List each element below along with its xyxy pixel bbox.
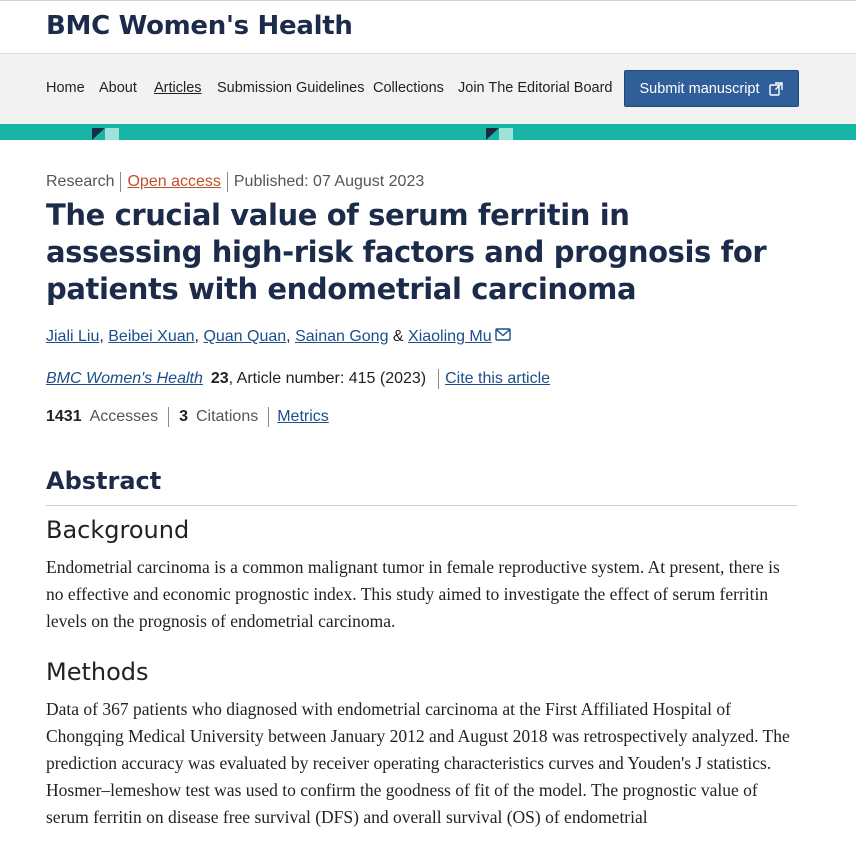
divider — [120, 172, 121, 192]
nav-item-about[interactable]: About — [99, 80, 137, 96]
accesses-count: 1431 — [46, 408, 82, 425]
published-date: Published: 07 August 2023 — [233, 173, 425, 190]
methods-text: Data of 367 patients who diagnosed with endometrial carcinoma at the First Affiliated Hospital of Chongqing Medical University between January 2012 and August 2018 was retrospectively analyzed. The prediction accuracy was evaluated by receiver operating characteristics curves and Youden's J statistics. Hosmer–lemeshow test was used to confirm the goodness of fit of the model. The prognostic value of serum ferritin on disease free survival (DFS) and overall survival (OS) of endometrial — [46, 699, 790, 827]
external-link-icon — [768, 81, 784, 97]
abstract-heading: Abstract — [46, 467, 162, 495]
divider — [227, 172, 228, 192]
article-title: The crucial value of serum ferritin in assessing high-risk factors and prognosis for patients with endometrial carcinoma — [46, 198, 767, 306]
background-text: Endometrial carcinoma is a common malignant tumor in female reproductive system. At present, there is no effective and economic prognostic index. This study aimed to investigate the effect of serum ferritin levels on the prognosis of endometrial carcinoma. — [46, 557, 780, 631]
article-type: Research — [46, 173, 115, 190]
stripe-notch-fill — [499, 128, 513, 140]
metrics-row — [46, 407, 329, 427]
citations-count: 3 — [179, 408, 188, 425]
author-link[interactable]: Jiali Liu — [46, 328, 100, 345]
submit-manuscript-label: Submit manuscript — [639, 80, 760, 97]
author-list: Jiali Liu, Beibei Xuan, Quan Quan, Sainan Gong & Xiaoling Mu — [46, 328, 511, 346]
stripe-notch-fill — [105, 128, 119, 140]
citation-row — [46, 369, 550, 389]
author-link[interactable]: Quan Quan — [203, 328, 287, 345]
article-number: , Article number: 415 (2023) — [228, 370, 427, 387]
author-link[interactable]: Sainan Gong — [295, 328, 389, 345]
nav-item-home[interactable]: Home — [46, 80, 85, 96]
divider — [268, 407, 269, 427]
citations-label: Citations — [195, 408, 259, 425]
submit-manuscript-button[interactable] — [624, 70, 799, 107]
background-heading: Background — [46, 516, 190, 544]
main-nav — [0, 54, 856, 124]
article-meta — [46, 172, 424, 192]
journal-title[interactable]: BMC Women's Health — [46, 11, 353, 41]
volume-number: 23 — [210, 370, 229, 387]
open-access-link[interactable]: Open access — [127, 173, 221, 190]
abstract-divider — [46, 505, 797, 506]
accent-stripe — [0, 124, 856, 140]
metrics-link[interactable]: Metrics — [277, 408, 329, 425]
journal-link[interactable]: BMC Women's Health — [46, 370, 203, 387]
author-link[interactable]: Beibei Xuan — [108, 328, 195, 345]
nav-item-articles[interactable]: Articles — [154, 80, 202, 96]
envelope-icon[interactable] — [495, 328, 511, 341]
nav-item-collections[interactable]: Collections — [373, 80, 444, 96]
divider — [438, 369, 439, 389]
cite-this-article-link[interactable]: Cite this article — [445, 370, 551, 387]
author-link[interactable]: Xiaoling Mu — [408, 328, 492, 345]
site-header — [0, 0, 856, 54]
methods-heading: Methods — [46, 658, 149, 686]
accesses-label: Accesses — [89, 408, 159, 425]
nav-item-submission-guidelines[interactable]: Submission Guidelines — [217, 80, 365, 96]
nav-item-join-editorial-board[interactable]: Join The Editorial Board — [458, 80, 613, 96]
divider — [168, 407, 169, 427]
